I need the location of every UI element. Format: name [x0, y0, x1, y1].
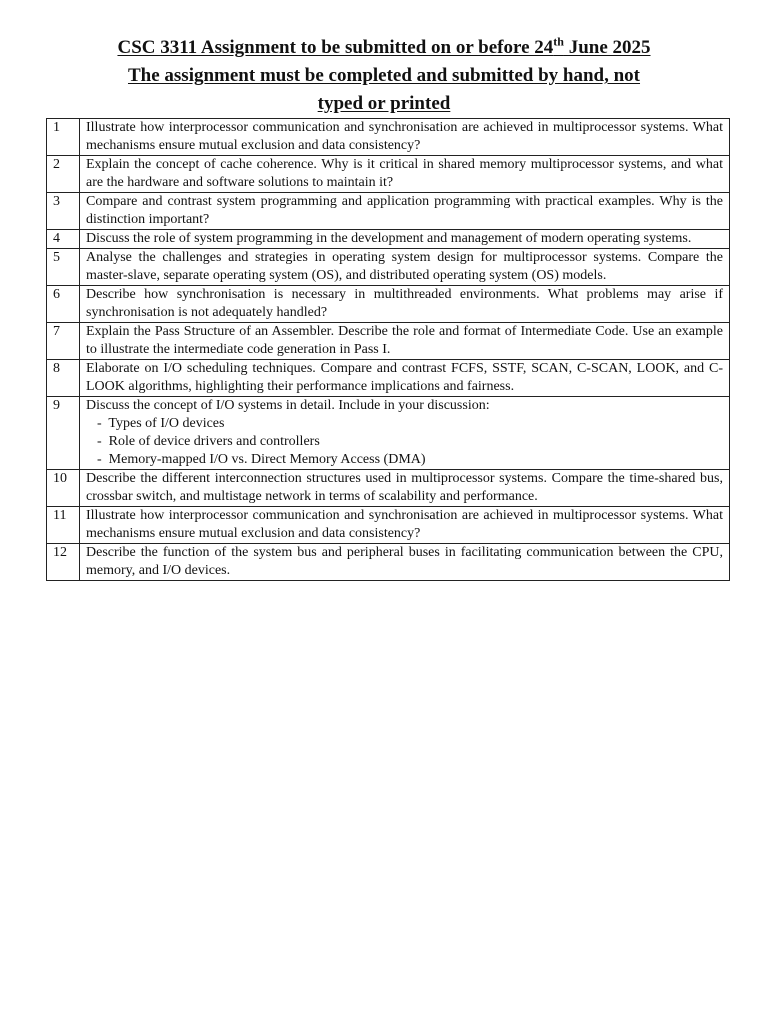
table-row: [47, 156, 730, 193]
question-text: Illustrate how interprocessor communication and synchronisation are achieved in multiprocessor systems. What mechanisms ensure mutual exclusion and data consistency?: [80, 119, 730, 156]
question-text: Describe the different interconnection structures used in multiprocessor systems. Compare the time-shared bus, crossbar switch, and multistage network in terms of scalability and performance.: [80, 470, 730, 507]
question-number: 11: [47, 507, 80, 544]
document-header: [0, 34, 768, 118]
question-number: 1: [47, 119, 80, 156]
list-item: - Types of I/O devices: [86, 415, 723, 433]
list-item: - Memory-mapped I/O vs. Direct Memory Access (DMA): [86, 451, 723, 469]
table-row: [47, 323, 730, 360]
question-text: Discuss the role of system programming in the development and management of modern operating systems.: [80, 230, 730, 249]
instruction-line-1: The assignment must be completed and submitted by hand, not: [127, 65, 641, 86]
question-number: 12: [47, 544, 80, 581]
question-subitems: [86, 415, 723, 469]
question-number: 10: [47, 470, 80, 507]
question-text: Describe how synchronisation is necessary in multithreaded environments. What problems may arise if synchronisation is not adequately handled?: [80, 286, 730, 323]
title-text: CSC 3311 Assignment to be submitted on or before 24: [117, 37, 554, 58]
question-number: 2: [47, 156, 80, 193]
question-number: 9: [47, 397, 80, 470]
title-superscript: th: [553, 34, 564, 49]
table-row: [47, 286, 730, 323]
question-number: 5: [47, 249, 80, 286]
question-text: Explain the Pass Structure of an Assembler. Describe the role and format of Intermediate Code. Use an example to illustrate the intermediate code generation in Pass I.: [80, 323, 730, 360]
question-number: 3: [47, 193, 80, 230]
question-cell: [80, 397, 730, 470]
question-number: 4: [47, 230, 80, 249]
question-text: Compare and contrast system programming and application programming with practical examples. Why is the distinction important?: [80, 193, 730, 230]
questions-table: [46, 118, 730, 581]
instruction-line-2: typed or printed: [317, 93, 451, 114]
table-row: [47, 397, 730, 470]
title-date-suffix: June 2025: [563, 37, 651, 58]
table-row: [47, 249, 730, 286]
table-row: [47, 544, 730, 581]
question-text: Explain the concept of cache coherence. Why is it critical in shared memory multiprocessor systems, and what are the hardware and software solutions to maintain it?: [80, 156, 730, 193]
table-row: [47, 360, 730, 397]
table-row: [47, 470, 730, 507]
question-number: 7: [47, 323, 80, 360]
table-row: [47, 507, 730, 544]
question-number: 8: [47, 360, 80, 397]
list-item: - Role of device drivers and controllers: [86, 433, 723, 451]
question-text: Elaborate on I/O scheduling techniques. Compare and contrast FCFS, SSTF, SCAN, C-SCAN, LOOK, and C-LOOK algorithms, highlighting their performance implications and fairness.: [80, 360, 730, 397]
table-row: [47, 230, 730, 249]
assignment-title: [0, 34, 768, 62]
question-text: Illustrate how interprocessor communication and synchronisation are achieved in multiprocessor systems. What mechanisms ensure mutual exclusion and data consistency?: [80, 507, 730, 544]
table-row: [47, 193, 730, 230]
question-text: Describe the function of the system bus and peripheral buses in facilitating communication between the CPU, memory, and I/O devices.: [80, 544, 730, 581]
question-text: Discuss the concept of I/O systems in detail. Include in your discussion:: [86, 398, 490, 413]
question-text: Analyse the challenges and strategies in operating system design for multiprocessor systems. Compare the master-slave, separate operating system (OS), and distributed operating system (OS) models.: [80, 249, 730, 286]
table-row: [47, 119, 730, 156]
question-number: 6: [47, 286, 80, 323]
